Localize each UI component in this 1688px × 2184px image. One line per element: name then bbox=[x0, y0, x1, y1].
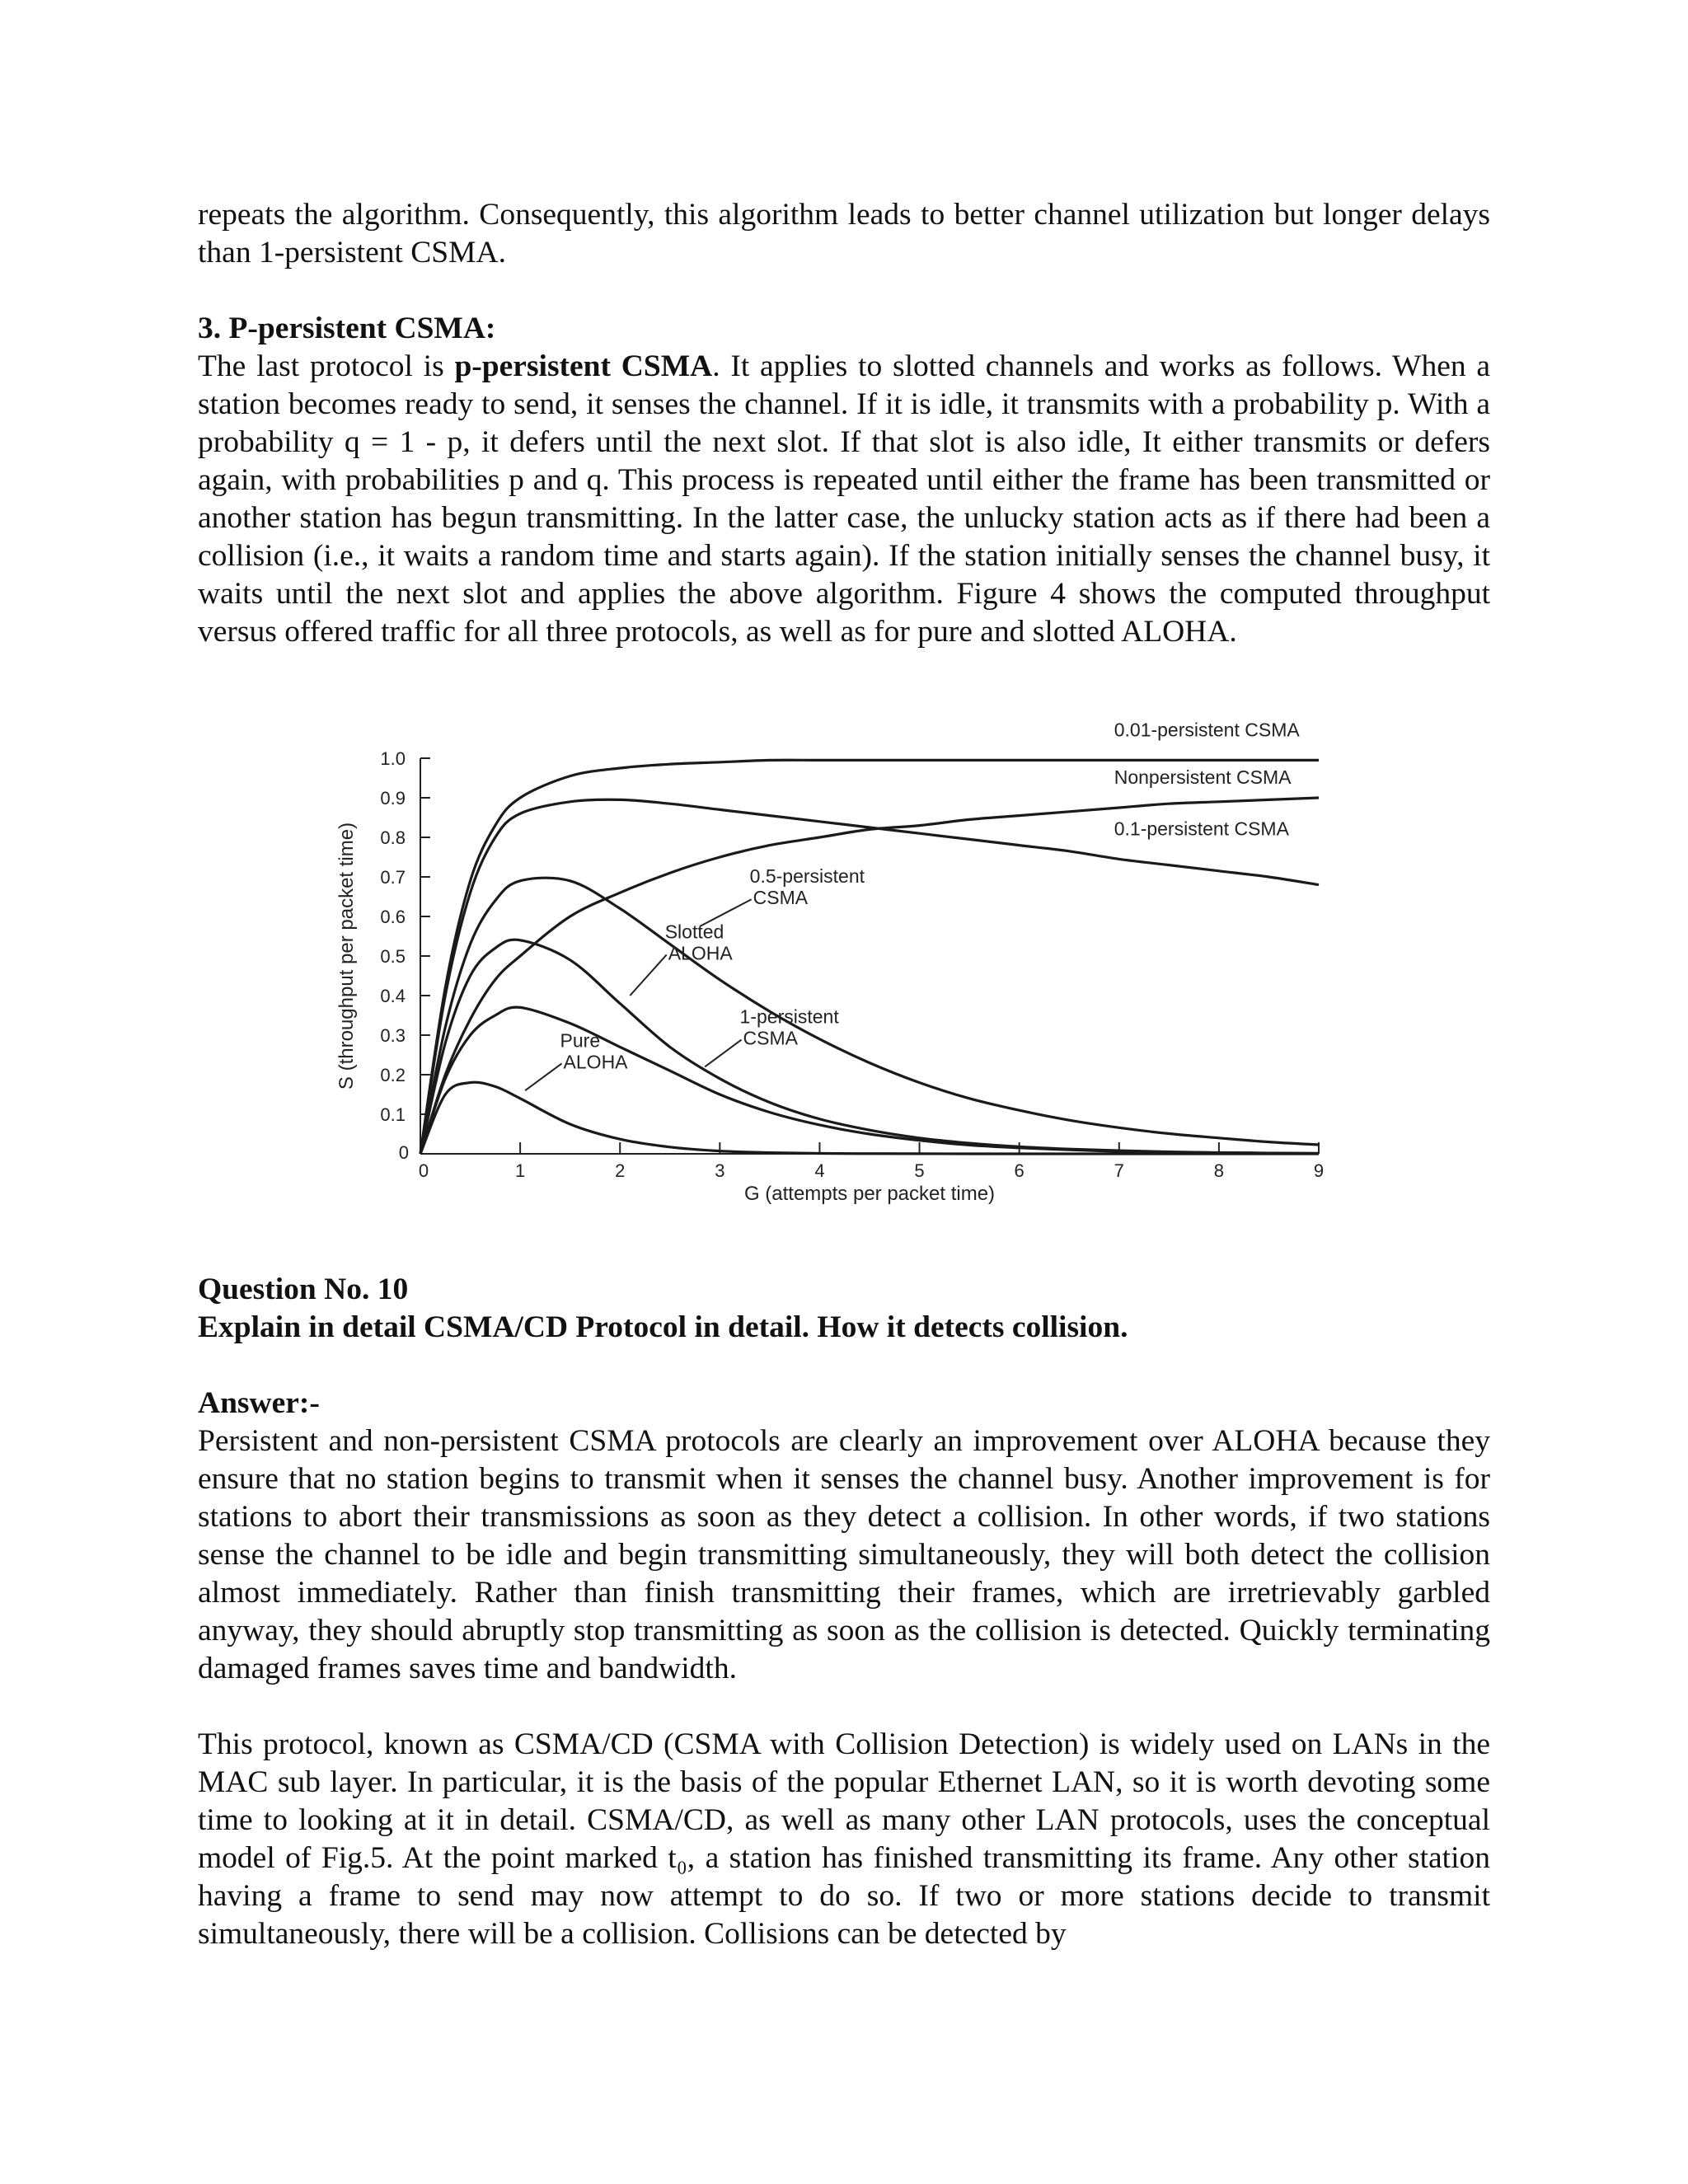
series-label-leader bbox=[630, 954, 666, 996]
section-3-rest: . It applies to slotted channels and works as follows. When a station becomes ready to send, it senses the channel. If it is idle, it transmits with a probability p. With a probability q = 1 - p, it defers until the next slot. If that slot is also idle, It either transmits or defers again, with probabilities p and q. This process is repeated until either the frame has been transmitted or another station has begun transmitting. In the latter case, the unlucky station acts as if there had been a collision (i.e., it waits a random time and starts again). If the station initially senses the channel busy, it waits until the next slot and applies the above algorithm. Figure 4 shows the computed throughput versus offered traffic for all three protocols, as well as for pure and slotted ALOHA. bbox=[198, 349, 1490, 649]
answer-paragraph-2: This protocol, known as CSMA/CD (CSMA with Collision Detection) is widely used on LANs in the MAC sub layer. In particular, it is the basis of the popular Ethernet LAN, so it is worth devoting some time to looking at it in detail. CSMA/CD, as well as many other LAN protocols, uses the conceptual model of Fig.5. At the point marked t₀, a station has finished transmitting its frame. Any other station having a frame to send may now attempt to do so. If two or more stations decide to transmit simultaneously, there will be a collision. Collisions can be detected by bbox=[198, 1727, 1490, 1951]
x-tick-label: 3 bbox=[715, 1160, 725, 1181]
series-line-pure-aloha bbox=[420, 1082, 1319, 1154]
y-tick-label: 0.4 bbox=[380, 986, 406, 1006]
series-label-0-5-persistent-csma bbox=[750, 865, 865, 908]
question-text: Explain in detail CSMA/CD Protocol in detail. How it detects collision. bbox=[198, 1310, 1128, 1344]
series-line-1-persistent-csma bbox=[420, 940, 1319, 1154]
question-block bbox=[198, 1271, 1490, 1347]
y-tick-label: 0.6 bbox=[380, 907, 406, 927]
section-3-block bbox=[198, 310, 1490, 651]
y-tick-label: 0.9 bbox=[380, 788, 406, 808]
x-tick-label: 8 bbox=[1213, 1160, 1225, 1181]
x-tick-label: 5 bbox=[914, 1160, 925, 1181]
x-tick-label: 7 bbox=[1114, 1160, 1124, 1181]
y-tick-label: 0.7 bbox=[380, 867, 406, 888]
y-tick-label: 0.1 bbox=[380, 1104, 406, 1125]
series-label-line: 0.01-persistent CSMA bbox=[1114, 719, 1300, 741]
series-label-line: Pure bbox=[560, 1029, 601, 1052]
series-label-line: ALOHA bbox=[668, 942, 733, 964]
series-label-line: ALOHA bbox=[563, 1051, 628, 1073]
answer-block-2 bbox=[198, 1726, 1490, 1953]
answer-paragraph-1: Persistent and non-persistent CSMA protocols are clearly an improvement over ALOHA because they ensure that no station begins to transmit when it senses the channel busy. Another improvement is for stations to abort their transmissions as soon as they detect a collision. In other words, if two stations sense the channel to be idle and begin transmitting simultaneously, they will both detect the collision almost immediately. Rather than finish transmitting their frames, which are irretrievably garbled anyway, they should abruptly stop transmitting as soon as the collision is detected. Quickly terminating damaged frames saves time and bandwidth. bbox=[198, 1424, 1490, 1685]
y-tick-label: 1.0 bbox=[380, 748, 406, 769]
answer-block bbox=[198, 1385, 1490, 1688]
y-axis-title: S (throughput per packet time) bbox=[335, 822, 358, 1090]
series-label-line: Slotted bbox=[664, 921, 724, 943]
series-label-line: Nonpersistent CSMA bbox=[1114, 766, 1292, 789]
series-label-line: CSMA bbox=[743, 1027, 799, 1049]
intro-paragraph: repeats the algorithm. Consequently, this algorithm leads to better channel utilization but longer delays than 1-persistent CSMA. bbox=[198, 198, 1490, 269]
section-3-bold-term: p-persistent CSMA bbox=[454, 349, 713, 383]
series-label-leader bbox=[705, 1040, 741, 1067]
chart-series-labels bbox=[525, 719, 1300, 1091]
series-label-0-1-persistent-csma bbox=[1114, 818, 1290, 840]
series-label-line: 1-persistent bbox=[739, 1005, 839, 1028]
x-axis-title: G (attempts per packet time) bbox=[743, 1183, 996, 1205]
series-label-leader bbox=[700, 899, 752, 926]
throughput-chart bbox=[330, 717, 1368, 1212]
series-label-nonpersistent-csma bbox=[1114, 766, 1292, 788]
series-label-line: CSMA bbox=[753, 887, 809, 909]
intro-block bbox=[198, 196, 1490, 272]
series-line-0-5-persistent-csma bbox=[420, 878, 1319, 1154]
section-3-heading: 3. P-persistent CSMA: bbox=[198, 312, 496, 345]
y-tick-label: 0 bbox=[398, 1142, 409, 1163]
series-label-slotted-aloha bbox=[665, 921, 734, 963]
y-tick-label: 0.5 bbox=[380, 946, 406, 967]
y-tick-label: 0.3 bbox=[380, 1025, 406, 1046]
section-3-lead: The last protocol is bbox=[198, 349, 455, 383]
series-label-leader bbox=[525, 1063, 561, 1090]
series-line-0-1-persistent-csma bbox=[420, 799, 1319, 1154]
series-line-nonpersistent-csma bbox=[420, 798, 1319, 1154]
series-label-line: 0.1-persistent CSMA bbox=[1114, 818, 1289, 840]
series-label-pure-aloha bbox=[560, 1029, 629, 1072]
question-number: Question No. 10 bbox=[198, 1272, 409, 1306]
y-tick-label: 0.8 bbox=[380, 827, 406, 848]
series-label-line: 0.5-persistent bbox=[749, 865, 865, 888]
chart-axes bbox=[335, 748, 1324, 1205]
series-label-0-01-persistent-csma bbox=[1114, 719, 1301, 741]
y-tick-label: 0.2 bbox=[380, 1065, 406, 1085]
x-tick-label: 2 bbox=[615, 1160, 626, 1181]
x-tick-label: 0 bbox=[418, 1160, 429, 1181]
x-tick-label: 4 bbox=[814, 1160, 825, 1181]
answer-label: Answer:- bbox=[198, 1386, 320, 1420]
section-3-paragraph bbox=[198, 348, 1490, 651]
series-line-slotted-aloha bbox=[420, 1007, 1319, 1154]
x-tick-label: 1 bbox=[514, 1160, 526, 1181]
x-tick-label: 6 bbox=[1014, 1160, 1025, 1181]
x-tick-label: 9 bbox=[1313, 1160, 1325, 1181]
